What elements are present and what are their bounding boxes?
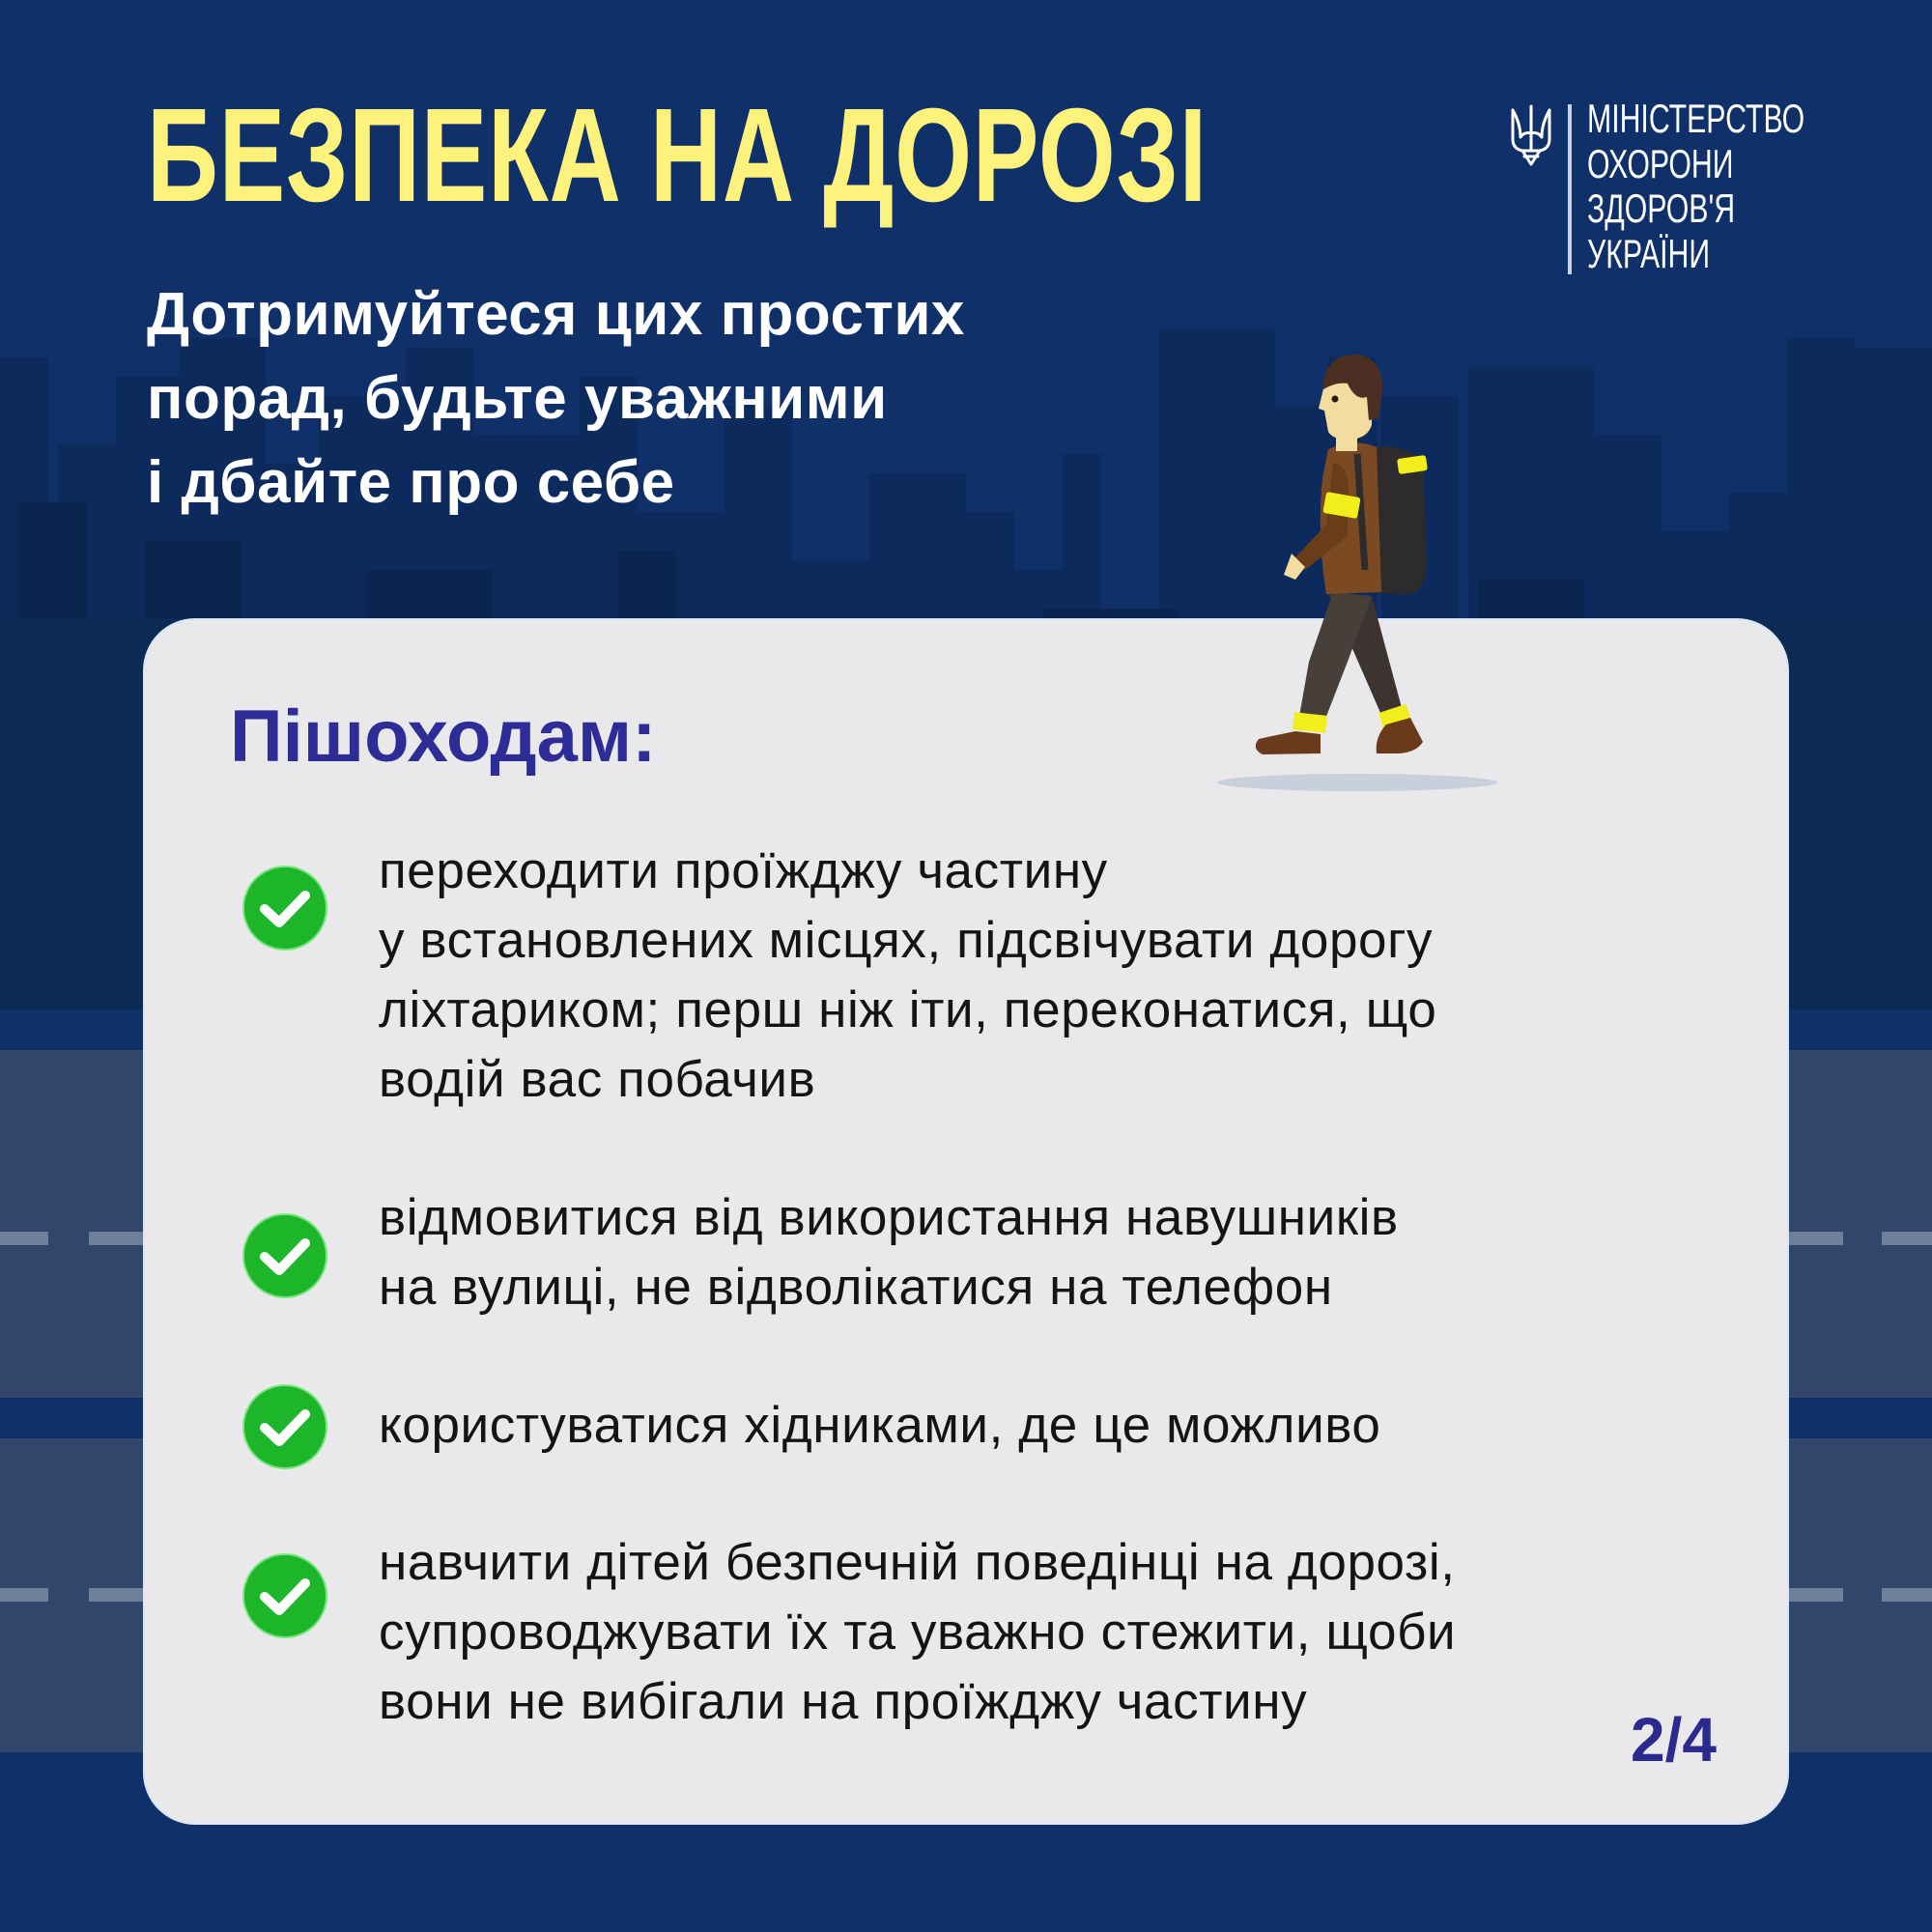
subtitle-line: і дбайте про себе	[147, 449, 675, 516]
subtitle	[147, 272, 965, 525]
lane-dash	[1882, 1232, 1932, 1245]
tip-line: на вулиці, не відволікатися на телефон	[379, 1259, 1333, 1316]
tip-item-4	[379, 1528, 1456, 1737]
check-circle-icon	[242, 865, 328, 952]
tip-item-1	[379, 837, 1436, 1115]
check-circle-icon	[242, 1552, 328, 1639]
tip-item-3	[379, 1391, 1381, 1461]
tip-line: супроводжувати їх та уважно стежити, щоби	[379, 1604, 1457, 1661]
lane-dash	[1882, 1588, 1932, 1602]
lane-dash	[0, 1232, 48, 1245]
tip-item-2	[379, 1183, 1399, 1322]
lane-dash	[89, 1232, 145, 1245]
lane-dash	[1787, 1232, 1843, 1245]
logo-line: МІНІСТЕРСТВО	[1587, 96, 1805, 141]
logo-line: УКРАЇНИ	[1587, 230, 1711, 276]
tip-line: водій вас побачив	[379, 1051, 816, 1108]
check-circle-icon	[242, 1383, 328, 1470]
tip-line: користуватися хідниками, де це можливо	[379, 1397, 1381, 1454]
logo-line: ОХОРОНИ	[1587, 140, 1734, 186]
lane-dash	[89, 1588, 145, 1602]
page-indicator: 2/4	[1631, 1705, 1717, 1775]
lane-dash	[0, 1588, 48, 1602]
tip-line: відмовитися від використання навушників	[379, 1189, 1399, 1246]
subtitle-line: порад, будьте уважними	[147, 365, 888, 432]
card-heading: Пішоходам:	[230, 696, 657, 778]
tip-line: навчити дітей безпечній поведінці на дорозі,	[379, 1534, 1456, 1591]
pedestrian-illustration	[1212, 343, 1521, 797]
page-title: БЕЗПЕКА НА ДОРОЗІ	[147, 81, 1208, 230]
logo-divider	[1568, 104, 1572, 274]
tip-line: вони не вибігали на проїжджу частину	[379, 1673, 1308, 1730]
ground-shadow	[1217, 774, 1497, 791]
tip-line: у встановлених місцях, підсвічувати дорогу	[379, 912, 1434, 969]
lane-dash	[1787, 1588, 1843, 1602]
check-circle-icon	[242, 1212, 328, 1299]
tip-line: ліхтариком; перш ніж іти, переконатися, що	[379, 981, 1437, 1038]
trident-icon	[1509, 104, 1553, 168]
tip-line: переходити проїжджу частину	[379, 842, 1108, 899]
subtitle-line: Дотримуйтеся цих простих	[147, 281, 965, 348]
logo-line: ЗДОРОВ'Я	[1587, 185, 1736, 231]
ministry-logo-text	[1587, 97, 1804, 276]
